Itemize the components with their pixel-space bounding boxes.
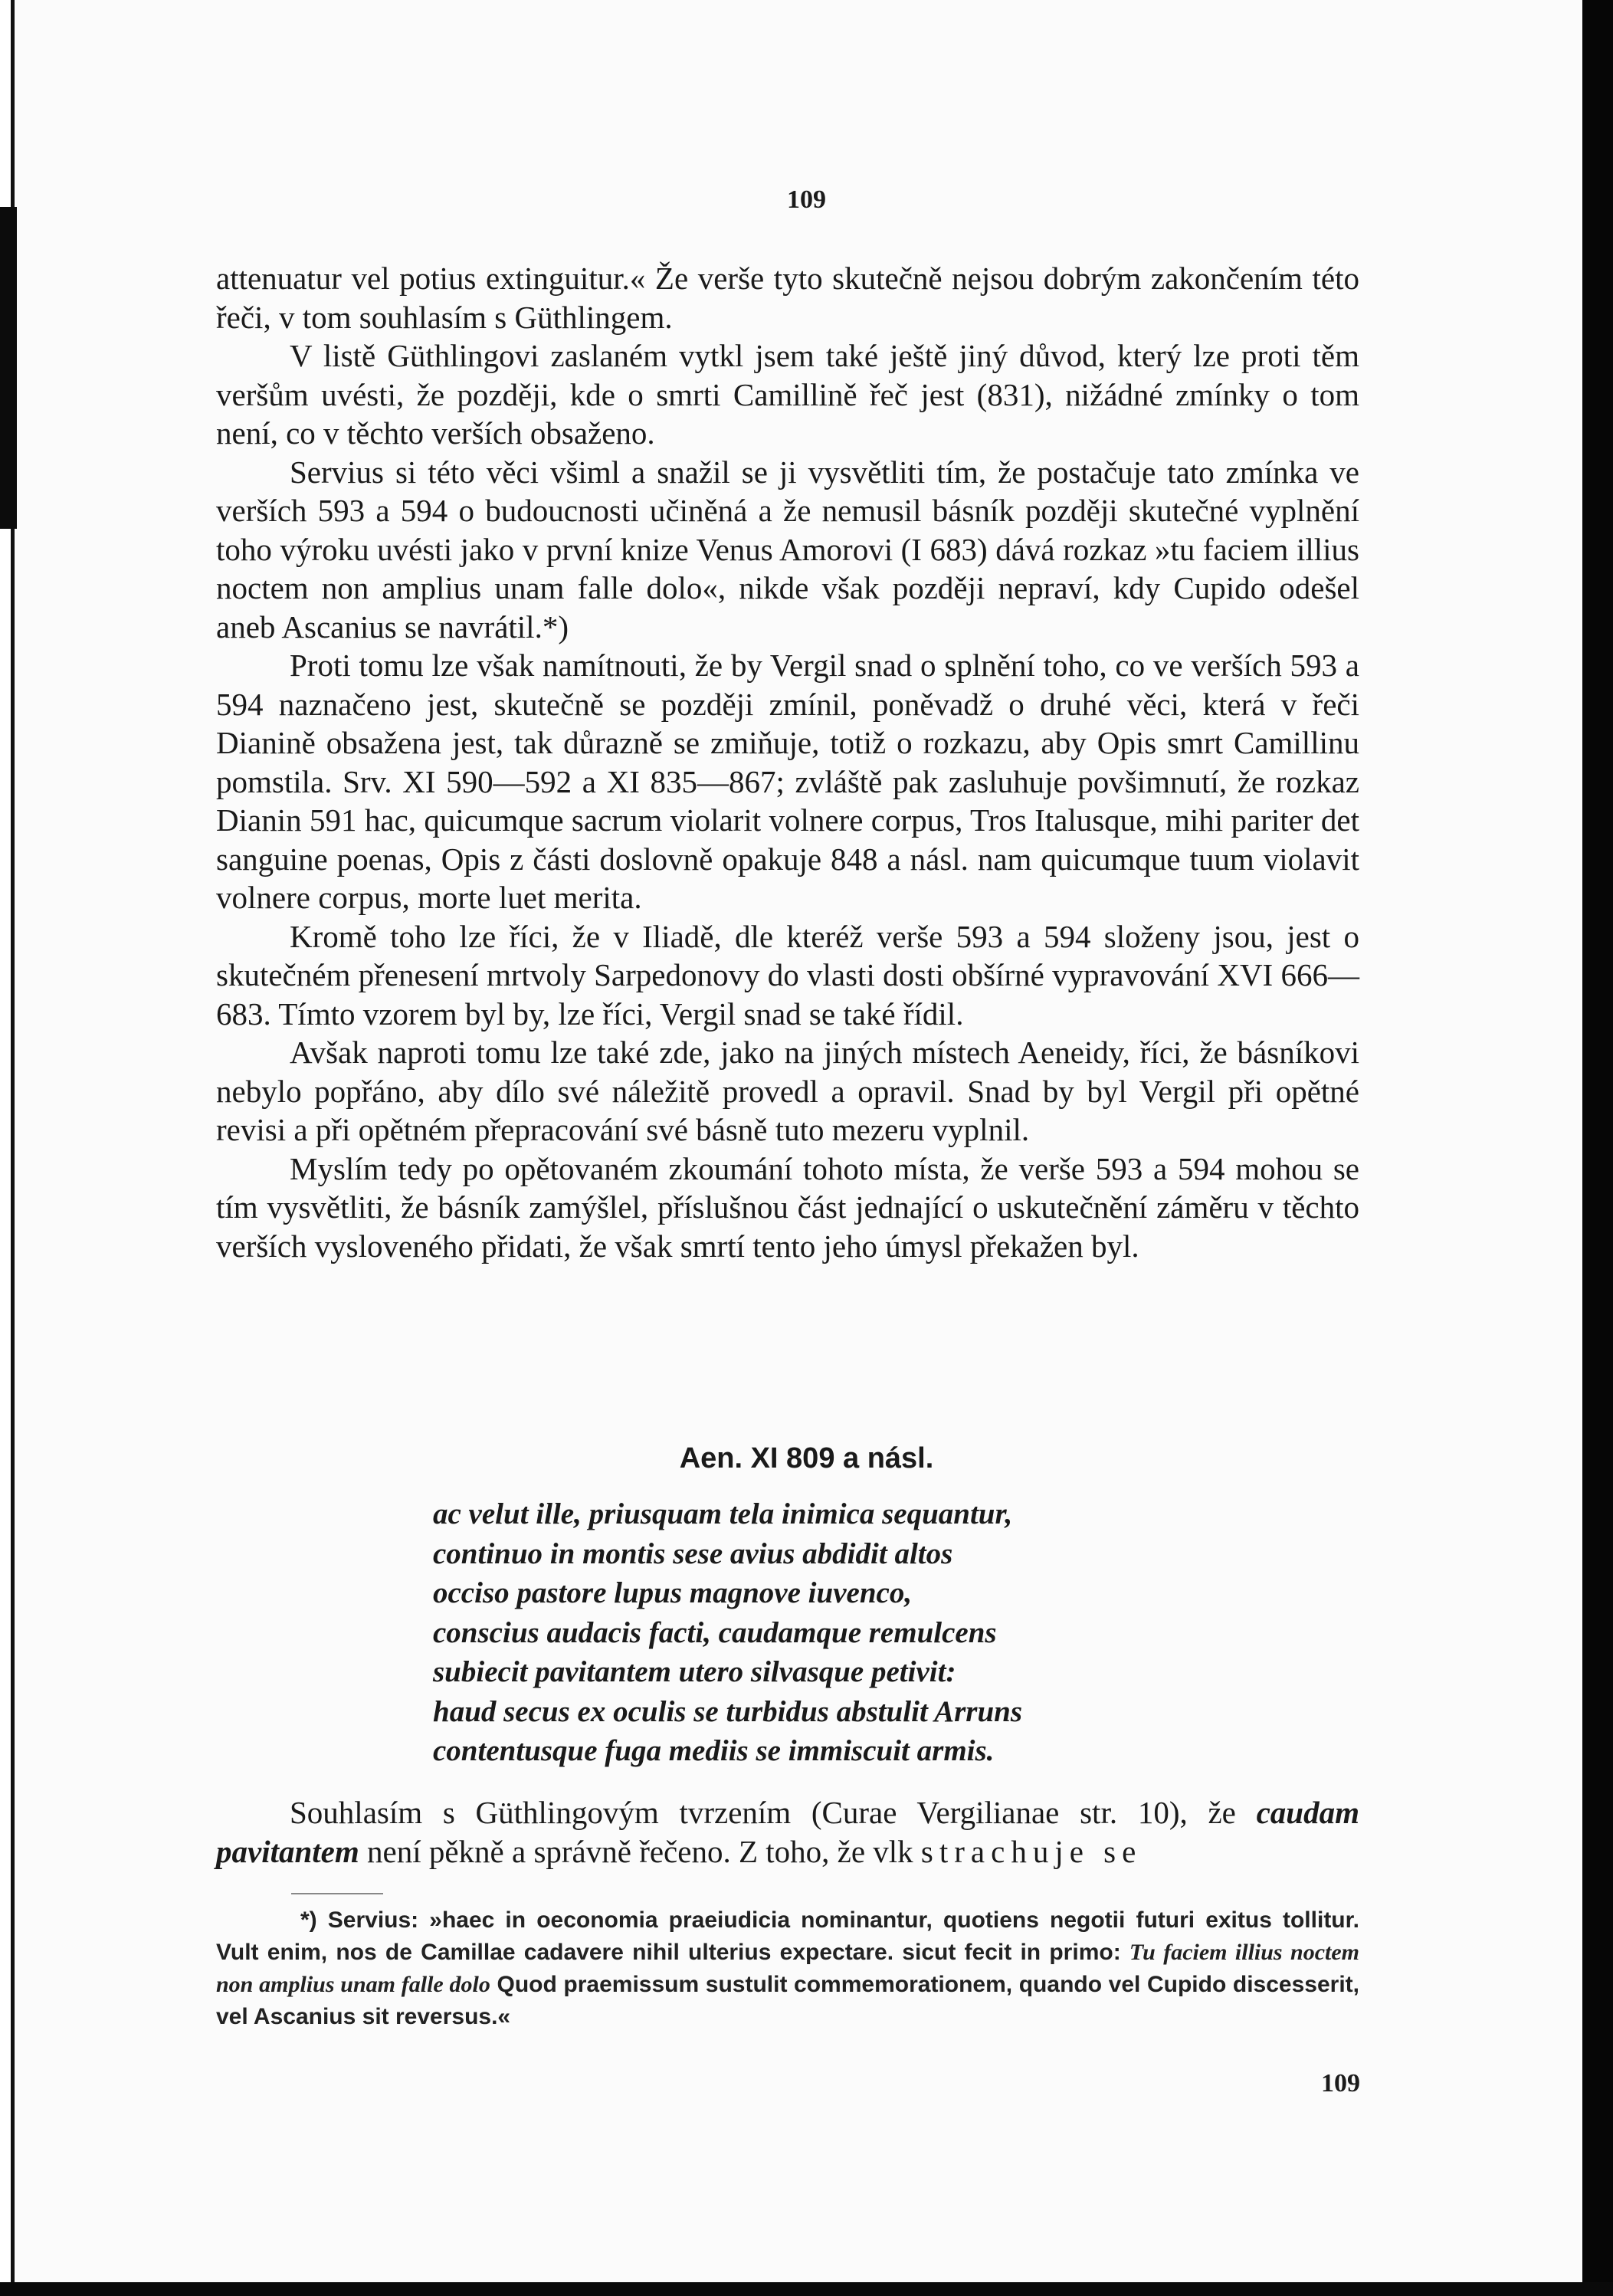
- verse-line: ac velut ille, priusquam tela inimica sequantur,: [433, 1497, 1013, 1530]
- paragraph: Kromě toho lze říci, že v Iliadě, dle kteréž verše 593 a 594 složeny jsou, jest o skutečném přenesení mrtvoly Sarpedonovy do vlasti dosti obšírné vypravování XVI 666—683. Tímto vzorem byl by, lze říci, Vergil snad se také řídil.: [216, 918, 1359, 1032]
- verse-quote: [433, 1494, 1022, 1771]
- paragraph: V listě Güthlingovi zaslaném vytkl jsem také ještě jiný důvod, který lze proti těm veršům uvésti, že později, kde o smrti Camillině řeč jest (831), nižádné zmínky o tom není, co v těchto verších obsaženo.: [216, 338, 1359, 451]
- verse-line: occiso pastore lupus magnove iuvenco,: [433, 1576, 913, 1609]
- body-text: [216, 259, 1359, 1265]
- italic-phrase: caudam pavitantem: [216, 1795, 1359, 1869]
- verse-line: continuo in montis sese avius abdidit altos: [433, 1537, 953, 1570]
- verse-line: contentusque fuga mediis se immiscuit armis.: [433, 1734, 995, 1767]
- paragraph: attenuatur vel potius extinguitur.« Že verše tyto skutečně nejsou dobrým zakončením této řeči, v tom souhlasím s Güthlingem.: [216, 261, 1359, 335]
- page-number-bottom: 109: [1321, 2069, 1360, 2098]
- italic-phrase: Tu faciem illius noctem non amplius unam falle dolo: [216, 1940, 1359, 1997]
- verse-line: haud secus ex oculis se turbidus abstulit Arruns: [433, 1694, 1023, 1728]
- verse-line: conscius audacis facti, caudamque remulcens: [433, 1615, 997, 1649]
- paragraph: Servius si této věci všiml a snažil se ji vysvětliti tím, že postačuje tato zmínka ve verších 593 a 594 o budoucnosti učiněná a že nemusil básník později skutečné vyplnění toho výroku uvésti jako v první knize Venus Amorovi (I 683) dává rozkaz »tu faciem illius noctem non amplius unam falle dolo«, nikde však později nepraví, kdy Cupido odešel aneb Ascanius se navrátil.*): [216, 454, 1359, 645]
- footnote-rule: [291, 1893, 383, 1894]
- section-body: [216, 1793, 1359, 1871]
- verse-line: subiecit pavitantem utero silvasque petivit:: [433, 1655, 956, 1688]
- footnote: [216, 1904, 1359, 2033]
- footnote-marker: *): [300, 1907, 317, 1933]
- text-run: není pěkně a správně řečeno. Z toho, že vlk: [367, 1834, 913, 1869]
- paragraph: [216, 1793, 1359, 1871]
- paragraph: Avšak naproti tomu lze také zde, jako na jiných místech Aeneidy, říci, že básníkovi nebylo popřáno, aby dílo své náležitě provedl a opravil. Snad by byl Vergil při opětné revisi a při opětném přepracování své básně tuto mezeru vyplnil.: [216, 1035, 1359, 1147]
- right-scan-border: [1582, 0, 1613, 2296]
- text-run: Servius: »haec in oeconomia praeiudicia nominantur, quotiens negotii futuri exitus tollitur. Vult enim, nos de Camillae cadavere nihil ulterius expectare. sicut fecit in primo:: [216, 1907, 1359, 1965]
- page-number-top: 109: [787, 185, 826, 214]
- paragraph: Proti tomu lze však namítnouti, že by Vergil snad o splnění toho, co ve verších 593 a 594 naznačeno jest, skutečně se později zmínil, poněvadž o druhé věci, která v řeči Dianině obsažena jest, tak důrazně se zmiňuje, totiž o rozkazu, aby Opis smrt Camillinu pomstila. Srv. XI 590—592 a XI 835—867; zvláště pak zasluhuje povšimnutí, že rozkaz Dianin 591 hac, quicumque sacrum violarit volnere corpus, Tros Italusque, mihi pariter det sanguine poenas, Opis z části doslovně opakuje 848 a násl. nam quicumque tuum violavit volnere corpus, morte luet merita.: [216, 648, 1359, 915]
- left-edge-bracket: [0, 207, 17, 529]
- footnote-text: [216, 1904, 1359, 2033]
- bottom-scan-border: [0, 2282, 1613, 2296]
- paragraph: Myslím tedy po opětovaném zkoumání tohoto místa, že verše 593 a 594 mohou se tím vysvětliti, že básník zamýšlel, příslušnou část jednající o uskutečnění záměru v těchto verších vysloveného přidati, že však smrtí tento jeho úmysl překažen byl.: [216, 1150, 1359, 1264]
- section-heading: Aen. XI 809 a násl.: [679, 1442, 934, 1474]
- text-run: Quod praemissum sustulit commemorationem, quando vel Cupido discesserit, vel Ascanius sit reversus.«: [216, 1972, 1359, 2029]
- text-run: Souhlasím s Güthlingovým tvrzením (Curae Vergilianae str. 10), že: [290, 1795, 1236, 1830]
- spaced-phrase: strachuje se: [920, 1834, 1143, 1869]
